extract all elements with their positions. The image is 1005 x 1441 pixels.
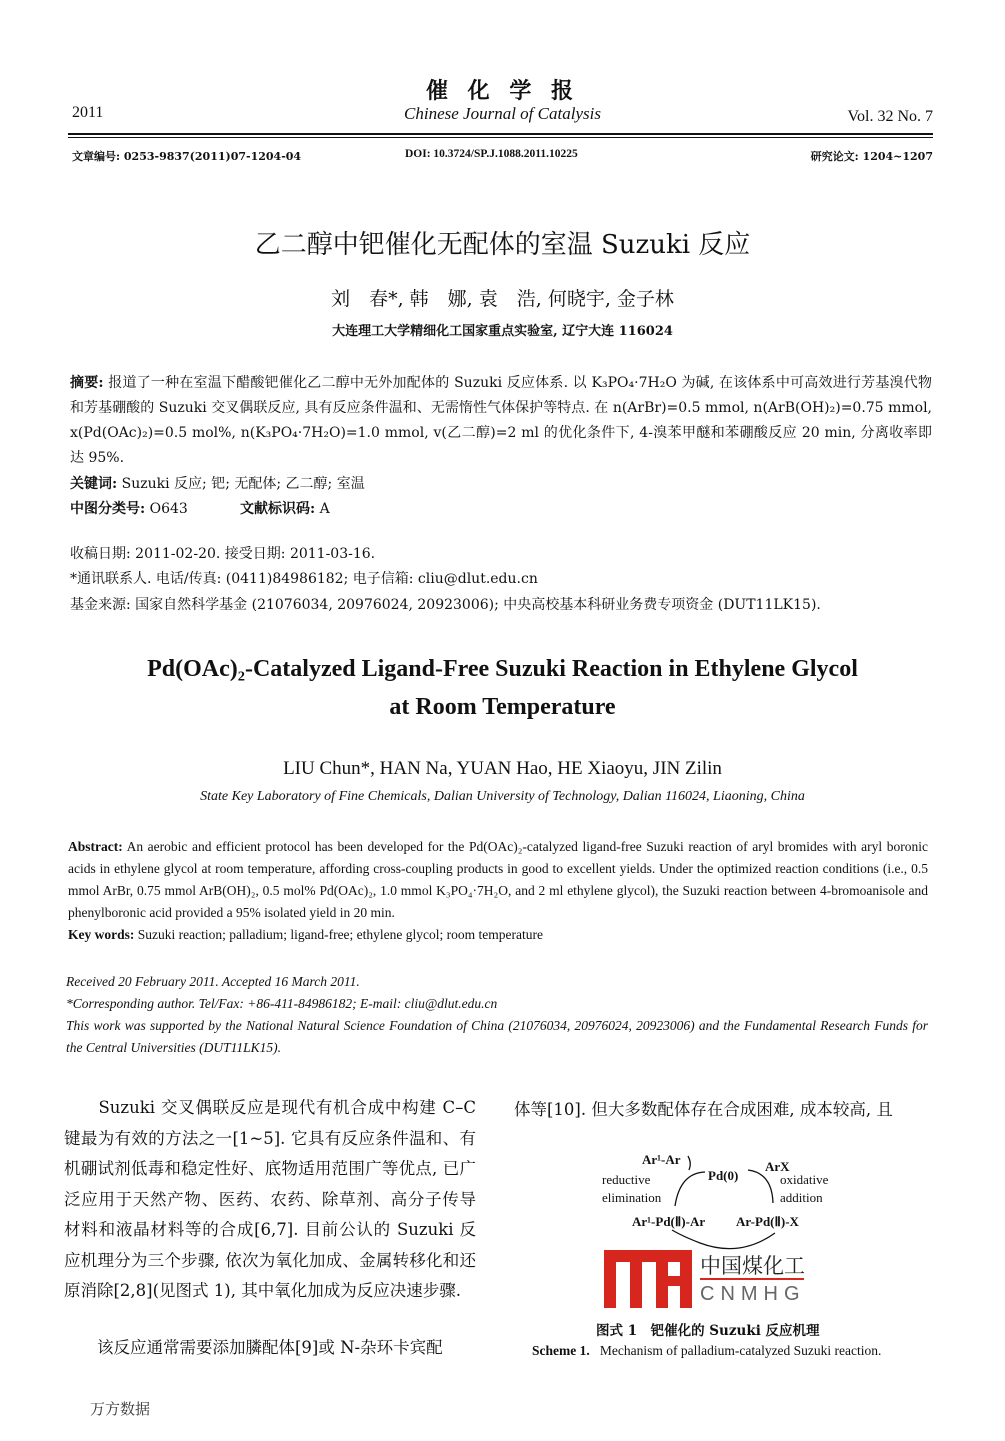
title-cn: 乙二醇中钯催化无配体的室温 Suzuki 反应 bbox=[254, 230, 751, 260]
keywords-cn-label: 关键词: bbox=[70, 476, 118, 492]
body-left-column-continued: 该反应通常需要添加膦配体[9]或 N-杂环卡宾配 bbox=[64, 1338, 443, 1357]
corresponding-cn: *通讯联系人. 电话/传真: (0411)84986182; 电子信箱: cliu@dlut.edu.cn bbox=[70, 571, 538, 587]
clc-value: O643 bbox=[149, 501, 188, 517]
funding-cn: 基金来源: 国家自然科学基金 (21076034, 20976024, 20923006); 中央高校基本科研业务费专项资金 (DUT11LK15). bbox=[70, 597, 821, 613]
received-en: Received 20 February 2011. Accepted 16 March 2011. bbox=[66, 974, 360, 989]
body-left-column: Suzuki 交叉偶联反应是现代有机合成中构建 C–C 键最为有效的方法之一[1~5]. 它具有反应条件温和、有机硼试剂低毒和稳定性好、底物适用范围广等优点, 已广泛应用于天然产物、医药、农药、除草剂、高分子传导材料和液晶材料等的合成[6,7]. 目前公认的 Suzuki 反应机理分为三个步骤, 依次为氧化加成、金属转移化和还原消除[2,8](见图式 1), 其中氧化加成为反应决速步骤. bbox=[64, 1098, 476, 1300]
label-reductive: reductive bbox=[602, 1172, 651, 1187]
abstract-cn-label: 摘要: bbox=[70, 375, 104, 391]
doc-code-label: 文献标识码: bbox=[240, 501, 316, 517]
corresponding-en: *Corresponding author. Tel/Fax: +86-411-84986182; E-mail: cliu@dlut.edu.cn bbox=[66, 996, 498, 1011]
pages: 研究论文: 1204~1207 bbox=[810, 150, 933, 163]
body-right-column: 体等[10]. 但大多数配体存在合成困难, 成本较高, 且 bbox=[514, 1100, 893, 1119]
doc-code bbox=[240, 497, 330, 522]
keywords-en-text: Suzuki reaction; palladium; ligand-free; ethylene glycol; room temperature bbox=[137, 927, 543, 942]
abstract-en bbox=[68, 836, 928, 924]
reactant-arx: ArX bbox=[765, 1159, 790, 1174]
affiliation-en: State Key Laboratory of Fine Chemicals, Dalian University of Technology, Dalian 116024, Liaoning, China bbox=[200, 789, 805, 804]
title-en-line2: at Room Temperature bbox=[389, 694, 616, 720]
clc-label: 中图分类号: bbox=[70, 501, 146, 517]
mh-logo-icon bbox=[604, 1250, 692, 1308]
keywords-cn-text: Suzuki 反应; 钯; 无配体; 乙二醇; 室温 bbox=[121, 476, 365, 492]
abstract-en-text: An aerobic and efficient protocol has been developed for the Pd(OAc)₂-catalyzed ligand-free Suzuki reaction of aryl bromides with aryl boronic acids in ethylene glycol at room temperature, affording cross-coupling products in good to excellent yields. Under the optimized reaction conditions (i.e., 0.5 mmol ArBr, 0.75 mmol ArB(OH)₂, 0.5 mol% Pd(OAc)₂, 1.0 mmol K₃PO₄·7H₂O, and 2 ml ethylene glycol), the Suzuki reaction between 4-bromoanisole and phenylboronic acid provided a 95% isolated yield in 20 min. bbox=[68, 839, 928, 920]
doc-code-value: A bbox=[319, 501, 330, 517]
footer-watermark: 万方数据 bbox=[90, 1400, 151, 1418]
label-elimination: elimination bbox=[602, 1190, 662, 1205]
scheme-caption-en-text: Mechanism of palladium-catalyzed Suzuki reaction. bbox=[599, 1343, 882, 1358]
abstract-en-label: Abstract: bbox=[68, 839, 123, 854]
abstract-cn bbox=[70, 371, 932, 471]
label-addition: addition bbox=[780, 1190, 823, 1205]
watermark-cn: 中国煤化工 bbox=[700, 1254, 805, 1278]
product-ar1-ar: Ar¹-Ar bbox=[642, 1152, 681, 1167]
complex-ar-pd-x: Ar-Pd(Ⅱ)-X bbox=[736, 1214, 799, 1229]
watermark-en: CNMHG bbox=[700, 1283, 806, 1305]
scheme-caption-en bbox=[532, 1343, 881, 1359]
keywords-en bbox=[68, 924, 543, 946]
year: 2011 bbox=[72, 104, 104, 121]
journal-cn: 催 化 学 报 bbox=[426, 78, 579, 104]
abstract-cn-text: 报道了一种在室温下醋酸钯催化乙二醇中无外加配体的 Suzuki 反应体系. 以 K₃PO₄·7H₂O 为碱, 在该体系中可高效进行芳基溴代物和芳基硼酸的 Suzuki 交叉偶联反应, 具有反应条件温和、无需惰性气体保护等特点. 在 n(ArBr)=0.5 mmol, n(ArB(OH)₂)=0.75 mmol, x(Pd(OAc)₂)=0.5 mol%, n(K₃PO₄·7H₂O)=1.0 mmol, v(乙二醇)=2 ml 的优化条件下, 4-溴苯甲醚和苯硼酸反应 20 min, 分离收率即达 95%. bbox=[70, 375, 932, 466]
scheme-1-diagram bbox=[560, 1148, 880, 1258]
watermark-logo bbox=[604, 1248, 814, 1310]
funding-en: This work was supported by the National Natural Science Foundation of China (21076034, 20976024, 20923006) and the Fundamental Research Funds for the Central Universities (DUT11LK15). bbox=[66, 1018, 928, 1055]
keywords-en-label: Key words: bbox=[68, 927, 135, 942]
journal-en: Chinese Journal of Catalysis bbox=[404, 104, 601, 123]
keywords-cn bbox=[70, 472, 365, 497]
complex-ar1-pd-ar: Ar¹-Pd(Ⅱ)-Ar bbox=[632, 1214, 706, 1229]
authors-cn: 刘 春*, 韩 娜, 袁 浩, 何晓宇, 金子林 bbox=[331, 288, 674, 310]
doi: DOI: 10.3724/SP.J.1088.2011.10225 bbox=[405, 148, 578, 160]
pd0: Pd(0) bbox=[708, 1168, 739, 1183]
clc bbox=[70, 497, 188, 522]
volume: Vol. 32 No. 7 bbox=[847, 108, 933, 125]
label-oxidative: oxidative bbox=[780, 1172, 829, 1187]
article-number: 文章编号: 0253-9837(2011)07-1204-04 bbox=[72, 150, 302, 163]
affiliation-cn: 大连理工大学精细化工国家重点实验室, 辽宁大连 116024 bbox=[332, 324, 673, 339]
scheme-caption-cn: 图式 1 钯催化的 Suzuki 反应机理 bbox=[596, 1323, 820, 1339]
scheme-caption-en-label: Scheme 1. bbox=[532, 1343, 590, 1358]
authors-en: LIU Chun*, HAN Na, YUAN Hao, HE Xiaoyu, JIN Zilin bbox=[283, 758, 722, 779]
title-en-line1: Pd(OAc)₂-Catalyzed Ligand-Free Suzuki Reaction in Ethylene Glycol bbox=[147, 656, 858, 682]
received-cn: 收稿日期: 2011-02-20. 接受日期: 2011-03-16. bbox=[70, 546, 376, 562]
